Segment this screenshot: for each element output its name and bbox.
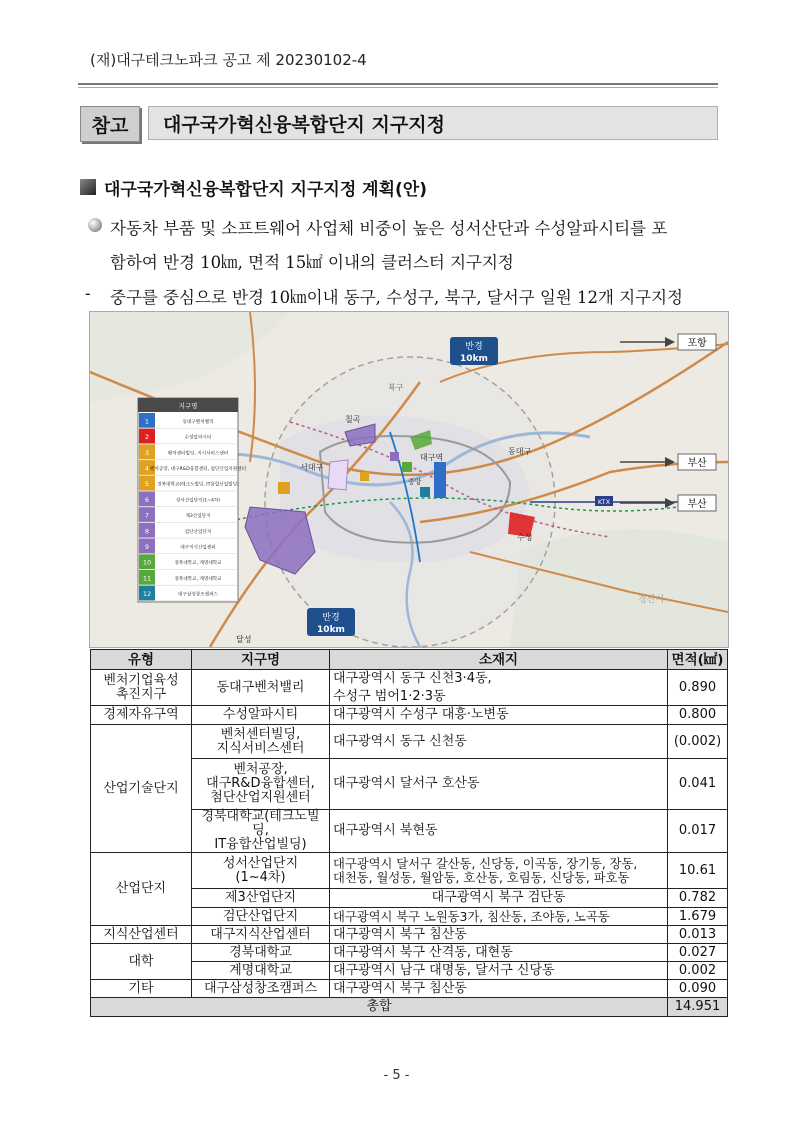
table-row	[91, 926, 728, 944]
table-row	[91, 670, 728, 706]
legend-number: 6	[144, 495, 150, 504]
table-row	[91, 725, 728, 759]
cell-location: 대구광역시 북구 노원동3가, 침산동, 조야동, 노곡동	[330, 908, 668, 926]
legend-number: 8	[144, 527, 150, 536]
page-number: - 5 -	[383, 1068, 410, 1083]
place-busan-1: 부산	[687, 458, 707, 469]
body-line-1: 자동차 부품 및 소프트웨어 사업체 비중이 높은 성서산단과 수성알파시티를 포	[110, 219, 668, 238]
body-line-2: 함하여 반경 10㎞, 면적 15㎢ 이내의 클러스터 지구지정	[110, 253, 514, 272]
cell-area: 0.800	[668, 706, 728, 725]
cell-location: 대구광역시 수성구 대흥·노변동	[330, 706, 668, 725]
total-area: 14.951	[668, 998, 728, 1017]
header-location: 소재지	[330, 650, 668, 670]
legend-number: 4	[144, 464, 150, 473]
cell-district: 동대구벤처밸리	[192, 670, 330, 706]
legend-label: 경북대학교, 계명대학교	[174, 561, 222, 567]
cell-type: 기타	[91, 980, 192, 998]
radius-label-bottom-2: 10km	[317, 625, 345, 635]
header-divider	[78, 83, 718, 85]
cluster-map	[89, 311, 729, 648]
total-label: 총합	[91, 998, 668, 1017]
legend-label: 대구지식산업센터	[180, 545, 216, 551]
cell-location: 대구광역시 북구 침산동	[330, 926, 668, 944]
dash-marker: -	[85, 284, 91, 303]
place-chilgok: 칠곡	[345, 415, 361, 424]
cell-location: 대구광역시 동구 신천동	[330, 725, 668, 759]
cell-district: 경북대학교	[192, 944, 330, 962]
place-dalseong: 달성	[236, 635, 252, 644]
section-square-icon	[80, 179, 96, 195]
cell-area: 0.782	[668, 889, 728, 908]
cell-location: 대구광역시 달서구 갈산동, 신당동, 이곡동, 장기동, 장동, 대천동, 월성동, 월암동, 호산동, 호림동, 신당동, 파호동	[330, 853, 668, 889]
table-row	[91, 980, 728, 998]
cell-area: 0.013	[668, 926, 728, 944]
cell-type: 벤처기업육성 촉진지구	[91, 670, 192, 706]
cell-district: 검단산업단지	[192, 908, 330, 926]
cell-area: 0.890	[668, 670, 728, 706]
cell-district: 대구삼성창조캠퍼스	[192, 980, 330, 998]
legend-number: 10	[142, 558, 152, 567]
cell-location: 대구광역시 동구 신천3·4동, 수성구 범어1·2·3동	[330, 670, 668, 706]
header-area: 면적(㎢)	[668, 650, 728, 670]
legend-title: 지구명	[178, 402, 198, 410]
cell-area: 1.679	[668, 908, 728, 926]
cell-type: 지식산업센터	[91, 926, 192, 944]
place-seodaegu: 서대구	[300, 463, 324, 472]
legend-label: 검단산업단지	[184, 529, 212, 535]
legend-number: 2	[144, 433, 150, 442]
cell-district: 경북대학교(테크노빌딩, IT융합산업빌딩)	[192, 810, 330, 853]
map-legend	[138, 398, 246, 602]
legend-number: 5	[144, 480, 150, 489]
body-line-3: 중구를 중심으로 반경 10㎞이내 동구, 수성구, 북구, 달서구 일원 12개 지구지정	[110, 288, 683, 307]
cell-location: 대구광역시 남구 대명동, 달서구 신당동	[330, 962, 668, 980]
table-total-row	[91, 998, 728, 1017]
cell-area: 10.61	[668, 853, 728, 889]
cell-area: 0.041	[668, 759, 728, 810]
cell-location: 대구광역시 북구 산격동, 대현동	[330, 944, 668, 962]
cell-type: 경제자유구역	[91, 706, 192, 725]
legend-label: 경북대학교(테크노빌딩, IT융합산업빌딩)	[157, 482, 239, 488]
cell-type: 산업단지	[91, 853, 192, 926]
cell-location: 대구광역시 북현동	[330, 810, 668, 853]
cell-area: 0.017	[668, 810, 728, 853]
section-title: 대구국가혁신융복합단지 지구지정 계획(안)	[104, 180, 427, 200]
cell-type: 대학	[91, 944, 192, 980]
cell-location: 대구광역시 달서구 호산동	[330, 759, 668, 810]
legend-number: 7	[144, 511, 150, 520]
district-table	[90, 649, 728, 1017]
table-row	[91, 706, 728, 725]
place-gyeongsan: 경산시	[638, 595, 665, 605]
cell-district: 성서산업단지 (1~4차)	[192, 853, 330, 889]
header-divider-thin	[78, 87, 718, 88]
radius-label-top-1: 반경	[465, 342, 483, 352]
map-svg	[90, 312, 728, 647]
table-row	[91, 853, 728, 889]
place-suseong: 수성	[517, 533, 533, 542]
ktx-label: KTX	[597, 498, 611, 506]
legend-label: 벤처센터빌딩, 지식서비스센터	[167, 451, 229, 457]
table-row	[91, 944, 728, 962]
table-header-row	[91, 650, 728, 670]
legend-label: 동대구벤처밸리	[182, 419, 214, 425]
legend-label: 벤처공장, 대구R&D융합센터, 첨단산업지원센터	[149, 466, 247, 472]
page-title: 대구국가혁신융복합단지 지구지정	[148, 106, 718, 140]
cell-location: 대구광역시 북구 침산동	[330, 980, 668, 998]
cell-district: 벤처센터빌딩, 지식서비스센터	[192, 725, 330, 759]
radius-label-bottom-1: 반경	[322, 613, 340, 623]
header-district: 지구명	[192, 650, 330, 670]
legend-label: 성서산업단지(1~4차)	[175, 498, 221, 504]
announcement-header: (재)대구테크노파크 공고 제 20230102-4	[90, 51, 367, 69]
cell-area: 0.027	[668, 944, 728, 962]
legend-number: 1	[144, 417, 150, 426]
place-daegu-station: 대구역	[420, 453, 444, 462]
place-busan-2: 부산	[687, 499, 707, 510]
place-pohang: 포항	[687, 338, 707, 349]
reference-badge: 참고	[80, 106, 140, 142]
legend-label: 경북대학교, 계명대학교	[174, 576, 222, 582]
cell-district: 계명대학교	[192, 962, 330, 980]
cell-location: 대구광역시 북구 검단동	[330, 889, 668, 908]
header-type: 유형	[91, 650, 192, 670]
cell-district: 제3산업단지	[192, 889, 330, 908]
cell-type: 산업기술단지	[91, 725, 192, 853]
cell-district: 수성알파시티	[192, 706, 330, 725]
cell-area: (0.002)	[668, 725, 728, 759]
legend-number: 9	[144, 542, 150, 551]
place-jungang: 중앙	[408, 478, 422, 486]
cell-area: 0.090	[668, 980, 728, 998]
cell-district: 벤처공장, 대구R&D융합센터, 첨단산업지원센터	[192, 759, 330, 810]
legend-label: 제3산업단지	[185, 514, 211, 520]
legend-label: 수성알파시티	[184, 435, 212, 441]
legend-number: 11	[142, 574, 152, 583]
place-dongdaegu: 동대구	[508, 447, 532, 456]
cell-area: 0.002	[668, 962, 728, 980]
radius-label-top-2: 10km	[460, 354, 488, 364]
place-bukgu: 북구	[388, 383, 404, 392]
legend-label: 대구삼성창조캠퍼스	[178, 592, 218, 598]
legend-number: 12	[142, 590, 152, 599]
cell-district: 대구지식산업센터	[192, 926, 330, 944]
legend-number: 3	[144, 448, 150, 457]
bullet-circle-icon	[88, 218, 102, 232]
